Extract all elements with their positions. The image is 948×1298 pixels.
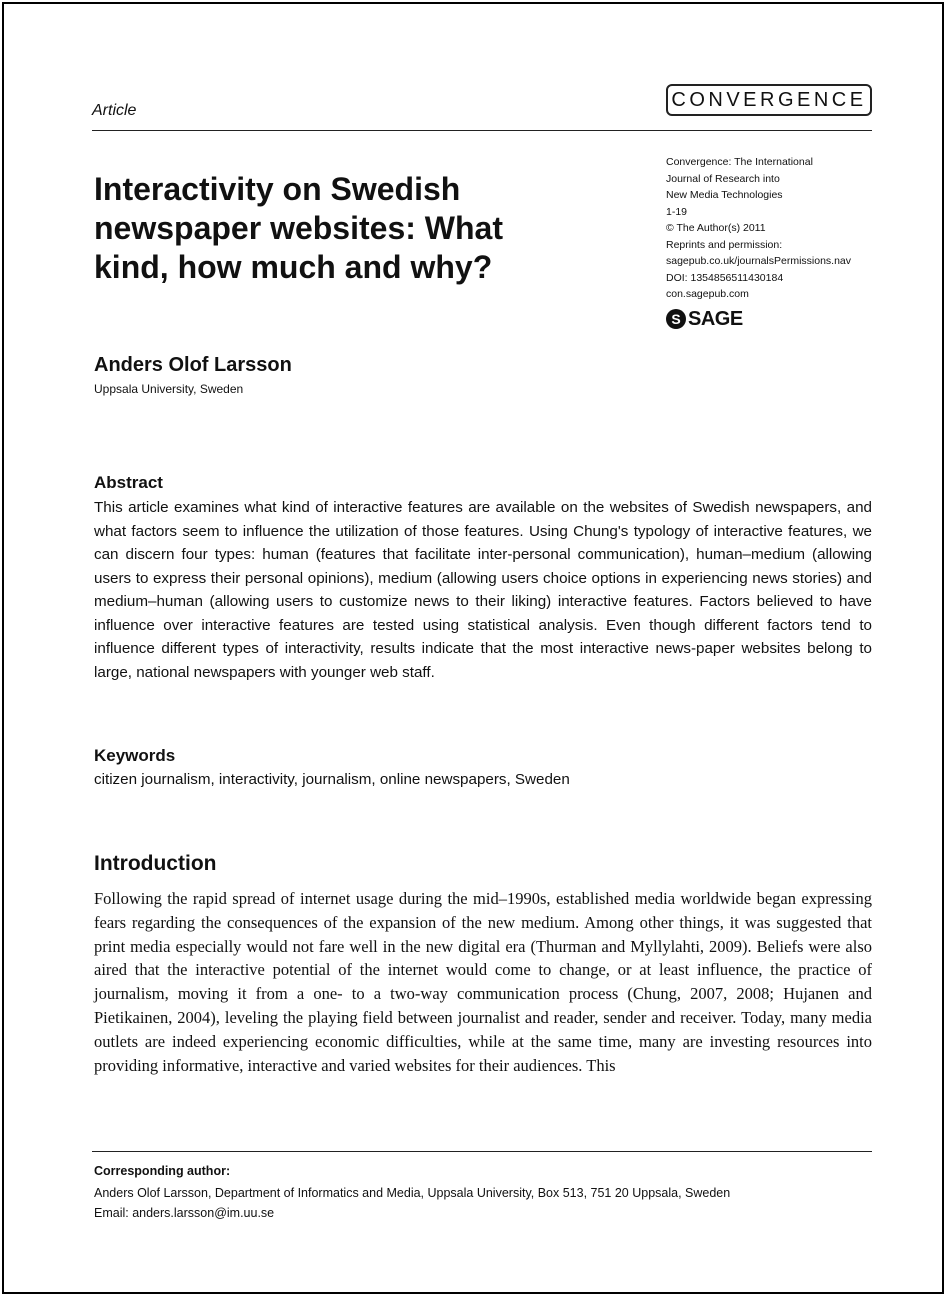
journal-info-line: 1-19	[666, 205, 688, 218]
corresponding-author-address: Anders Olof Larsson, Department of Informatics and Media, Uppsala University, Box 513, 751 20 Uppsala, Sweden	[94, 1186, 731, 1200]
abstract-heading: Abstract	[94, 473, 163, 492]
article-title: Interactivity on Swedish newspaper websites: What kind, how much and why?	[94, 171, 503, 285]
journal-info	[666, 154, 876, 303]
sage-icon: S	[666, 309, 686, 329]
introduction-text: Following the rapid spread of internet usage during the mid–1990s, established media worldwide began expressing fears regarding the consequences of the expansion of the new medium. Among other things, it was suggested that print media especially would not fare well in the new digital era (Thurman and Myllylahti, 2009). Beliefs were also aired that the interactive potential of the internet would come to change, or at least influence, the practice of journalism, moving it from a one- to a two-way communication process (Chung, 2007, 2008; Hujanen and Pietikainen, 2004), leveling the playing field between journalist and reader, sender and receiver. Today, many media outlets are indeed experiencing economic difficulties, while at the same time, many are investing resources into providing informative, interactive and varied websites for their audiences. This	[94, 889, 872, 1075]
journal-info-line: DOI: 1354856511430184	[666, 271, 784, 284]
journal-info-line: © The Author(s) 2011	[666, 222, 766, 234]
article-type-label: Article	[92, 102, 137, 119]
journal-info-line: sagepub.co.uk/journalsPermissions.nav	[666, 255, 852, 267]
journal-info-line: New Media Technologies	[666, 189, 783, 201]
corresponding-author-label: Corresponding author:	[94, 1164, 231, 1178]
abstract-text: This article examines what kind of interactive features are available on the websites of Swedish newspapers, and what factors seem to influence the utilization of those features. Using Chung's typology of interactive features, we can discern four types: human (features that facilitate inter-personal communication), human–medium (allowing users to express their personal opinions), medium (allowing users choice options in experiencing news stories) and medium–human (allowing users to customize news to their liking) interactive features. Factors believed to have influence over interactive features are tested using statistical analysis. Even though different factors tend to influence different types of interactivity, results indicate that the most interactive news-paper websites belong to large, national newspapers with younger web staff.	[94, 499, 872, 681]
introduction-heading: Introduction	[94, 852, 217, 875]
sage-wordmark: SAGE	[688, 307, 743, 330]
journal-info-line: Convergence: The International	[666, 156, 813, 168]
journal-info-line: Reprints and permission:	[666, 238, 783, 251]
author-name: Anders Olof Larsson	[94, 354, 292, 376]
journal-info-line: Journal of Research into	[666, 172, 780, 185]
corresponding-author-email: Email: anders.larsson@im.uu.se	[94, 1206, 275, 1220]
footer-divider	[92, 1151, 872, 1152]
journal-logo: CONVERGENCE	[666, 84, 872, 116]
header-divider	[92, 130, 872, 131]
keywords-heading: Keywords	[94, 746, 176, 765]
article-page	[2, 2, 944, 1294]
author-affiliation: Uppsala University, Sweden	[94, 382, 244, 396]
journal-info-line: con.sagepub.com	[666, 288, 749, 300]
sage-publisher-logo	[666, 306, 743, 332]
keywords-text: citizen journalism, interactivity, journalism, online newspapers, Sweden	[94, 771, 570, 788]
